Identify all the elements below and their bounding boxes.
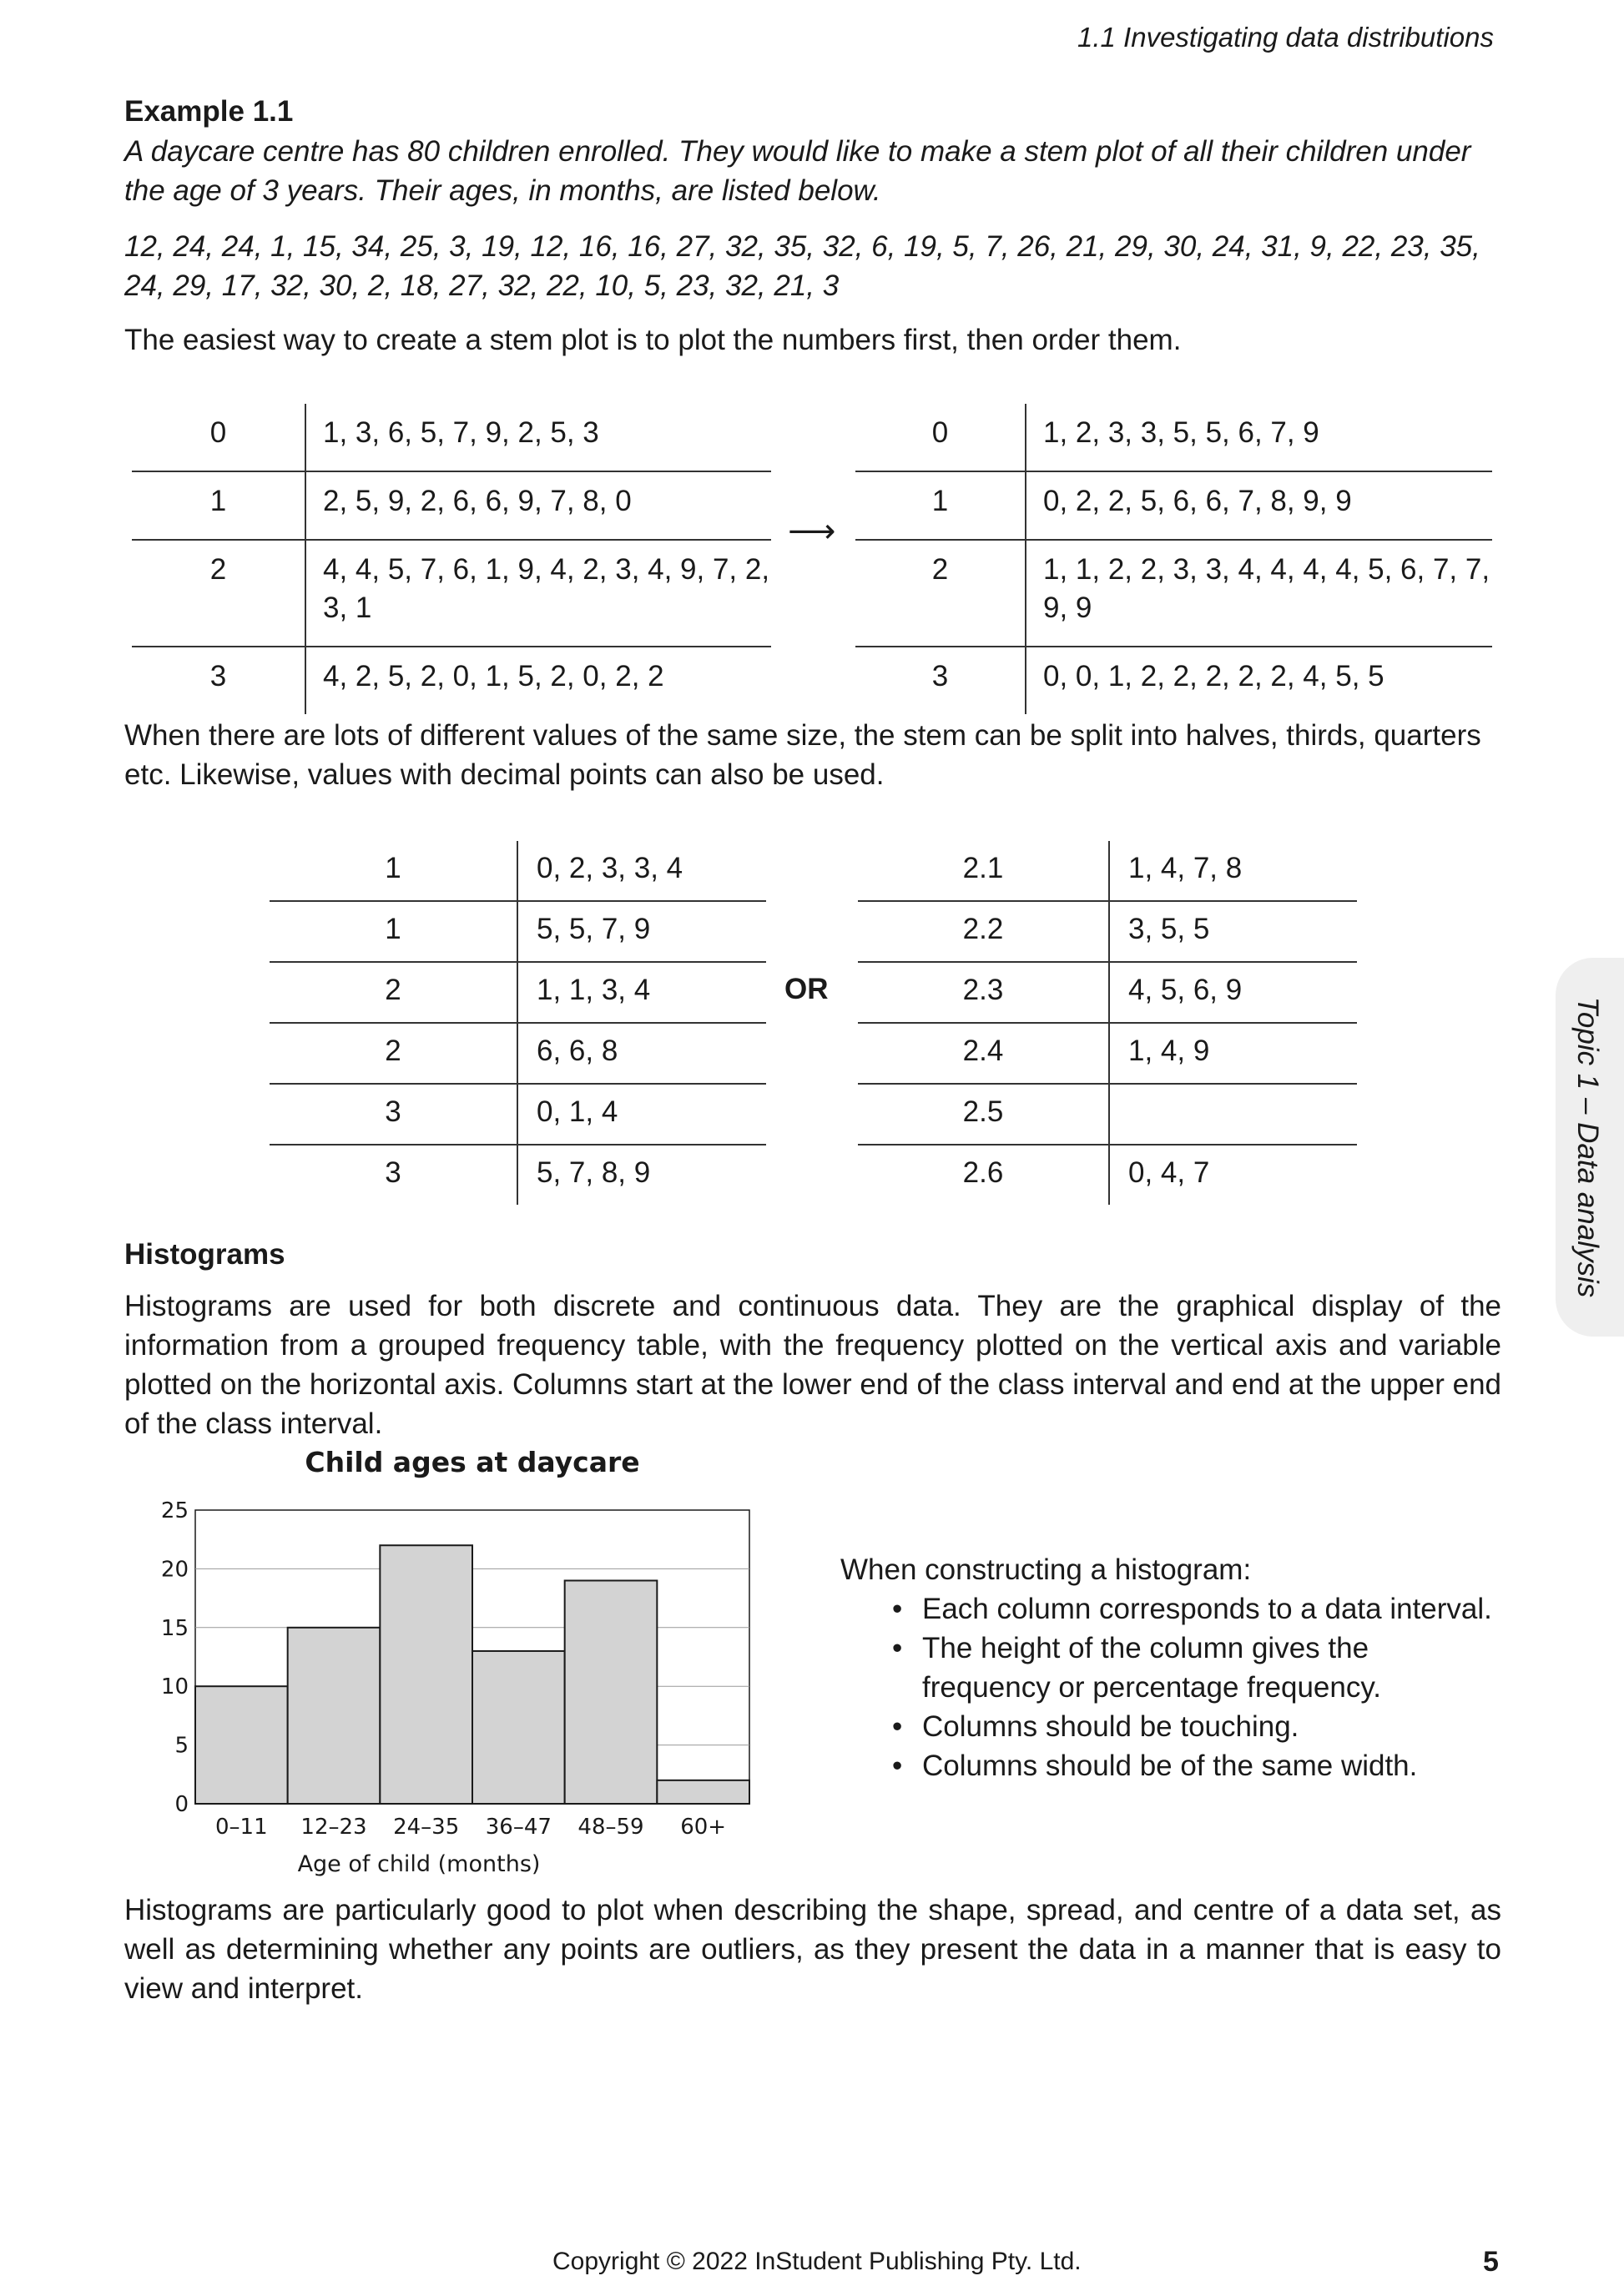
leaf-cell: 0, 2, 3, 3, 4 (517, 841, 766, 901)
stem-cell: 2 (132, 540, 305, 647)
x-axis-label: Age of child (months) (297, 1851, 541, 1877)
y-tick-label: 0 (174, 1792, 189, 1817)
leaf-cell: 0, 4, 7 (1128, 1156, 1210, 1189)
stem-cell: 1 (132, 471, 305, 540)
stem-row (858, 1145, 1357, 1205)
leaf-cell: 6, 6, 8 (517, 1023, 766, 1084)
leaf-cell: 1, 2, 3, 3, 5, 5, 6, 7, 9 (1026, 404, 1492, 471)
stem-cell: 2 (270, 962, 517, 1023)
leaf-cell: 0, 2, 2, 5, 6, 6, 7, 8, 9, 9 (1026, 471, 1492, 540)
leaf-cell: 1, 4, 7, 8 (1109, 841, 1357, 901)
leaf-cell: 1, 1, 2, 2, 3, 3, 4, 4, 4, 4, 5, 6, 7, 7, 9, 9 (1026, 540, 1492, 647)
side-tab-label: Topic 1 – Data analysis (1571, 996, 1604, 1298)
stem-cell: 2 (270, 1023, 517, 1084)
stem-row (132, 404, 771, 471)
stem-plot-ordered (855, 404, 1492, 714)
stem-plot-unordered (132, 404, 771, 714)
stem-row (855, 540, 1492, 647)
leaf-cell: 4, 5, 6, 9 (1109, 962, 1357, 1023)
stem-row (132, 540, 771, 647)
stem-cell: 2 (855, 540, 1026, 647)
example-title: Example 1.1 (124, 95, 294, 128)
histogram-bar (565, 1580, 658, 1804)
construct-point: • Columns should be touching. (892, 1707, 1492, 1746)
x-tick-label: 0–11 (215, 1815, 268, 1840)
stem-row (270, 841, 766, 901)
x-tick-label: 60+ (680, 1815, 727, 1840)
x-tick-label: 12–23 (300, 1815, 367, 1840)
stem-cell: 3 (270, 1145, 517, 1205)
stem-cell: 0 (132, 404, 305, 471)
stem-row (855, 647, 1492, 714)
y-tick-label: 25 (160, 1498, 189, 1523)
histogram-bar (288, 1628, 381, 1804)
histograms-final-paragraph: Histograms are particularly good to plot when describing the shape, spread, and centre of a data set, as well as determining whether any points are outliers, as they present the data in a manner that is easy to view and interpret. (124, 1894, 1501, 2005)
x-tick-label: 24–35 (393, 1815, 460, 1840)
example-note: The easiest way to create a stem plot is to plot the numbers first, then order them. (124, 324, 1182, 356)
stem-cell: 2.3 (858, 962, 1109, 1023)
stem-row (132, 471, 771, 540)
leaf-cell: 3, 5, 5 (1109, 901, 1357, 962)
right-arrow-icon: ⟶ (788, 513, 836, 550)
leaf-cell: 0, 0, 1, 2, 2, 2, 2, 2, 4, 5, 5 (1043, 660, 1384, 692)
stem-cell: 3 (270, 1084, 517, 1145)
example-intro: A daycare centre has 80 children enrolled. They would like to make a stem plot of all their children under the age of 3 years. Their ages, in months, are listed below. (124, 135, 1471, 207)
construct-point: • Columns should be of the same width. (892, 1746, 1492, 1785)
y-tick-label: 20 (160, 1557, 189, 1583)
stem-cell: 3 (855, 647, 1026, 714)
stem-cell: 1 (855, 471, 1026, 540)
x-tick-label: 48–59 (577, 1815, 644, 1840)
stem-row (858, 841, 1357, 901)
leaf-cell: 4, 4, 5, 7, 6, 1, 9, 4, 2, 3, 4, 9, 7, 2, 3, 1 (305, 540, 771, 647)
stem-cell: 2.5 (858, 1084, 1109, 1145)
y-tick-label: 10 (160, 1674, 189, 1700)
leaf-cell: 1, 3, 6, 5, 7, 9, 2, 5, 3 (305, 404, 771, 471)
stem-row (858, 901, 1357, 962)
construct-box (840, 1550, 1492, 1785)
chart-title: Child ages at daycare (305, 1446, 640, 1478)
leaf-cell: 5, 5, 7, 9 (517, 901, 766, 962)
stem-cell: 1 (270, 901, 517, 962)
histogram-bar (472, 1651, 565, 1804)
stem-row (858, 1023, 1357, 1084)
stem-plot-split (270, 841, 766, 1205)
construct-list (892, 1589, 1492, 1785)
stem-cell: 2.2 (858, 901, 1109, 962)
split-stem-note: When there are lots of different values of the same size, the stem can be split into halves, thirds, quarters etc. Likewise, values with decimal points can also be used. (124, 719, 1481, 791)
y-tick-label: 5 (174, 1733, 189, 1759)
construct-point: • The height of the column gives the frequency or percentage frequency. (892, 1629, 1476, 1707)
stem-row (855, 404, 1492, 471)
construct-point: • Each column corresponds to a data interval. (892, 1589, 1492, 1629)
stem-row (855, 471, 1492, 540)
histogram-bar (657, 1780, 749, 1804)
leaf-cell (1109, 1084, 1357, 1145)
stem-cell: 2.4 (858, 1023, 1109, 1084)
or-label: OR (784, 973, 829, 1005)
stem-plot-decimal (858, 841, 1357, 1205)
running-head: 1.1 Investigating data distributions (1077, 22, 1494, 53)
leaf-cell: 1, 1, 3, 4 (517, 962, 766, 1023)
stem-cell: 1 (270, 841, 517, 901)
histogram-bar (195, 1686, 288, 1804)
stem-row (858, 962, 1357, 1023)
stem-row (270, 1084, 766, 1145)
stem-row (270, 1023, 766, 1084)
page-number: 5 (1483, 2246, 1499, 2278)
histogram-chart (134, 1443, 768, 1886)
copyright: Copyright © 2022 InStudent Publishing Pty. Ltd. (552, 2248, 1082, 2275)
histogram-bar (380, 1545, 472, 1804)
stem-cell: 3 (132, 647, 305, 714)
leaf-cell: 0, 1, 4 (517, 1084, 766, 1145)
y-tick-label: 15 (160, 1615, 189, 1641)
stem-row (270, 901, 766, 962)
construct-intro: When constructing a histogram: (840, 1553, 1252, 1586)
leaf-cell: 2, 5, 9, 2, 6, 6, 9, 7, 8, 0 (305, 471, 771, 540)
stem-cell: 0 (855, 404, 1026, 471)
leaf-cell: 1, 4, 9 (1109, 1023, 1357, 1084)
leaf-cell: 5, 7, 8, 9 (537, 1156, 651, 1189)
stem-row (270, 1145, 766, 1205)
stem-row (270, 962, 766, 1023)
x-tick-label: 36–47 (485, 1815, 552, 1840)
stem-row (132, 647, 771, 714)
histograms-paragraph: Histograms are used for both discrete and continuous data. They are the graphical display of the information from a grouped frequency table, with the frequency plotted on the vertical axis and variable plotted on the horizontal axis. Columns start at the lower end of the class interval and end at the upper end of the class interval. (124, 1290, 1501, 1440)
example-data-line: 12, 24, 24, 1, 15, 34, 25, 3, 19, 12, 16, 16, 27, 32, 35, 32, 6, 19, 5, 7, 26, 21, 29, 30, 24, 31, 9, 22, 23, 35, 24, 29, 17, 32, 30, 2, 18, 27, 32, 22, 10, 5, 23, 32, 21, 3 (124, 230, 1480, 302)
leaf-cell: 4, 2, 5, 2, 0, 1, 5, 2, 0, 2, 2 (323, 660, 664, 692)
stem-cell: 2.6 (858, 1145, 1109, 1205)
stem-cell: 2.1 (858, 841, 1109, 901)
histograms-heading: Histograms (124, 1238, 285, 1271)
stem-row (858, 1084, 1357, 1145)
